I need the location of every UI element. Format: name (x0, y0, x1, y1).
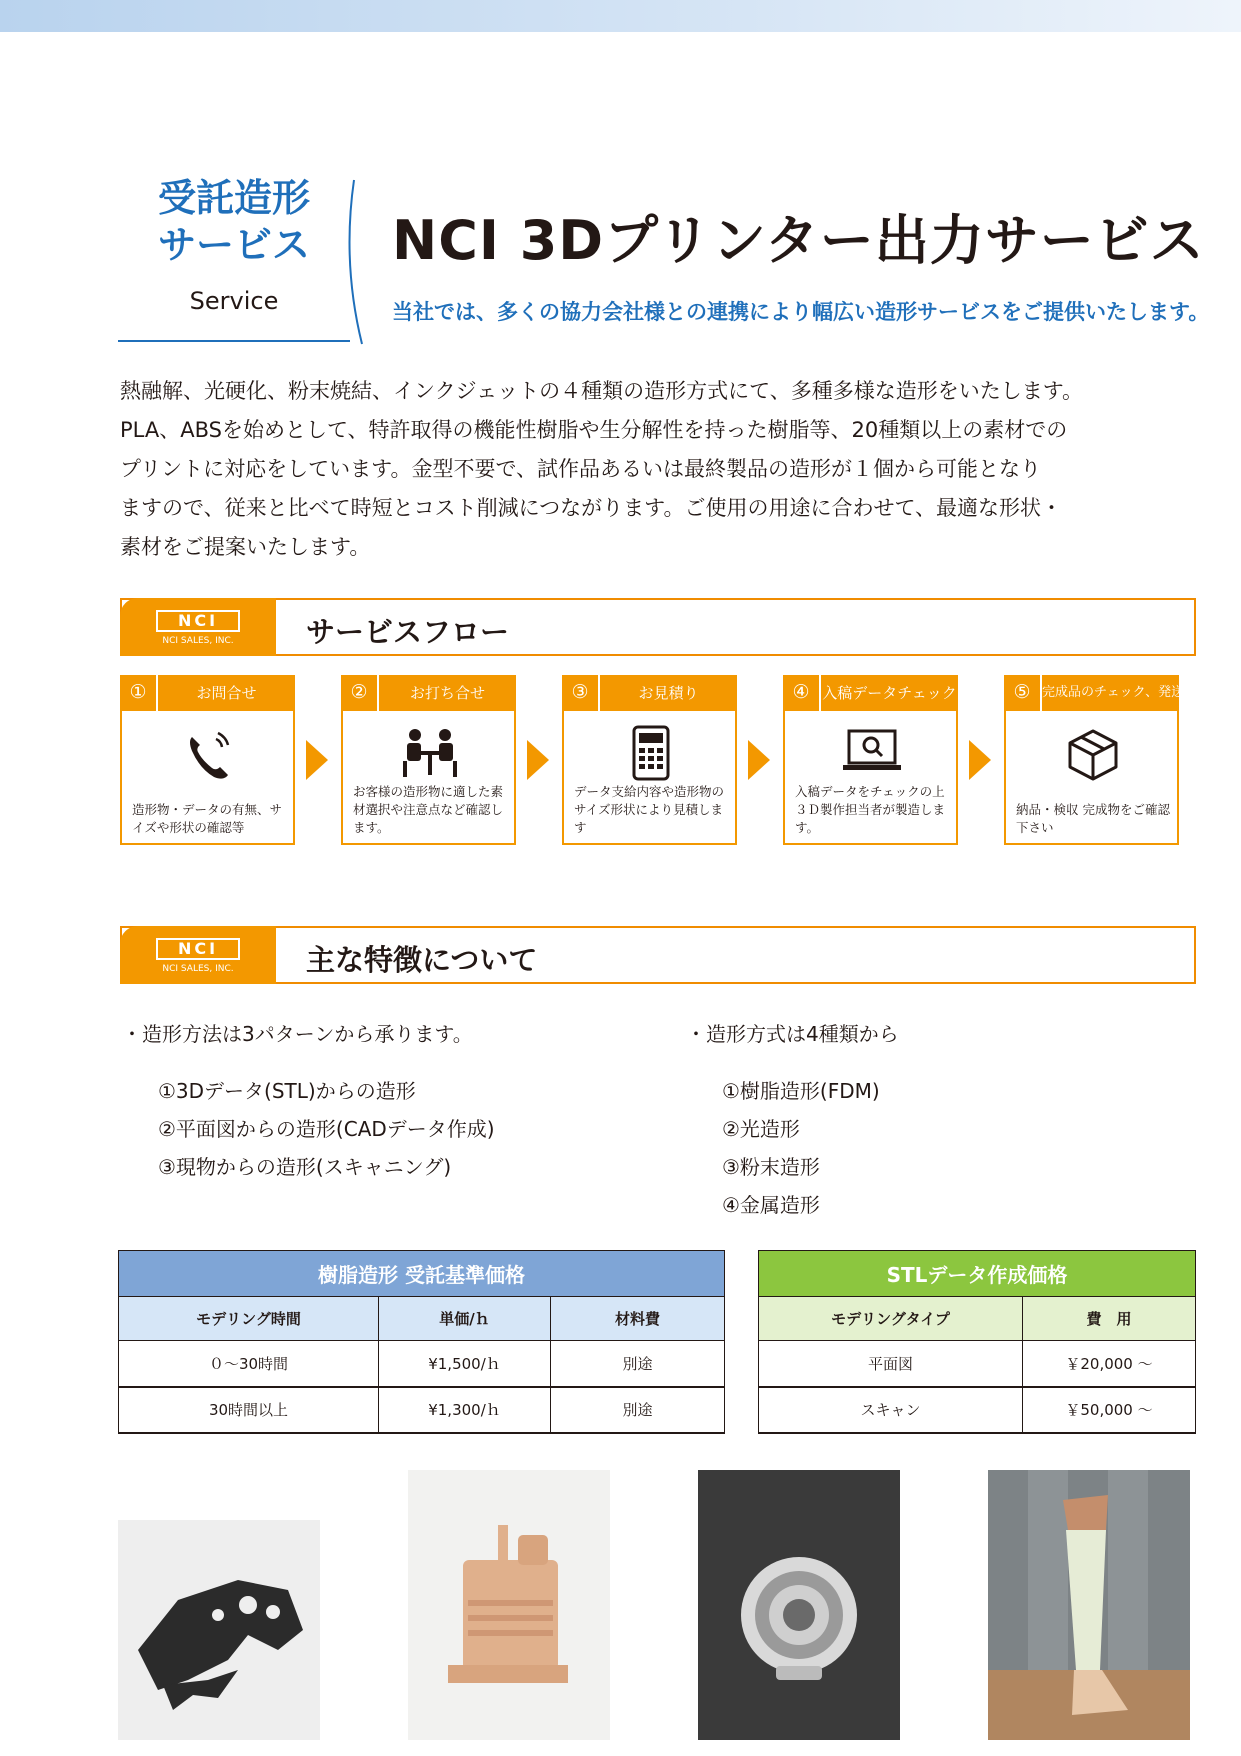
table-cell: ０〜30時間 (119, 1341, 379, 1387)
step-header (783, 675, 958, 711)
step-number: ③ (562, 675, 600, 711)
step-description: データ支給内容や造形物のサイズ形状により見積します (574, 784, 725, 835)
calculator-icon (620, 723, 682, 785)
table-row (759, 1387, 1196, 1433)
step-number: ① (120, 675, 158, 711)
feature-list (122, 1072, 495, 1186)
intro-line: PLA、ABSを始めとして、特許取得の機能性樹脂や生分解性を持った樹脂等、20種類以上の素材での (120, 418, 1068, 442)
table-caption: STLデータ作成価格 (759, 1251, 1196, 1297)
step-number: ④ (783, 675, 821, 711)
flow-step (120, 675, 295, 845)
dinosaur-skull-photo (118, 1520, 320, 1740)
step-title: 入稿データチェック (822, 684, 957, 702)
meeting-icon (399, 723, 461, 785)
list-item: ②平面図からの造形(CADデータ作成) (158, 1117, 495, 1141)
table-row (759, 1341, 1196, 1387)
list-item: ①樹脂造形(FDM) (722, 1079, 880, 1103)
list-item: ②光造形 (722, 1117, 800, 1141)
list-item: ③粉末造形 (722, 1155, 820, 1179)
step-title: 完成品のチェック、発送 (1042, 685, 1185, 700)
nci-logo-tab (120, 926, 276, 984)
step-number: ② (341, 675, 379, 711)
table-cell: 平面図 (759, 1341, 1023, 1387)
list-item: ③現物からの造形(スキャニング) (158, 1155, 452, 1179)
table-cell: ￥20,000 〜 (1023, 1341, 1196, 1387)
step-header (1004, 675, 1185, 711)
step-header (562, 675, 737, 711)
step-title: お打ち合せ (409, 684, 485, 702)
stl-table (758, 1250, 1196, 1434)
table-row (119, 1387, 725, 1433)
table-caption: 樹脂造形 受託基準価格 (119, 1251, 725, 1297)
table-cell: 別途 (551, 1341, 725, 1387)
engine-part-photo (408, 1470, 610, 1740)
step-description: お客様の造形物に適した素材選択や注意点など確認します。 (353, 784, 504, 835)
arrow-right-icon (748, 740, 770, 780)
step-title: お問合せ (196, 684, 257, 702)
category-en: Service (189, 287, 279, 315)
feature-list (686, 1072, 899, 1224)
page-title: NCI 3Dプリンター出力サービス (392, 209, 1205, 272)
step-header (341, 675, 516, 711)
category-label (118, 175, 350, 350)
features-types (686, 1018, 899, 1224)
intro-line: 熱融解、光硬化、粉末焼結、インクジェットの４種類の造形方式にて、多種多様な造形をいたします。 (120, 379, 1084, 403)
table-cell: スキャン (759, 1387, 1023, 1433)
intro-line: ますので、従来と比べて時短とコスト削減につながります。ご使用の用途に合わせて、最適な形状・ (120, 496, 1063, 520)
flow-step (1004, 675, 1185, 845)
table-cell: ￥50,000 〜 (1023, 1387, 1196, 1433)
step-header (120, 675, 295, 711)
intro-text (120, 372, 1200, 567)
section-header-flow (120, 598, 1196, 656)
box-icon (1062, 723, 1124, 785)
feature-title: ・造形方法は3パターンから承ります。 (122, 1022, 473, 1046)
feature-title: ・造形方式は4種類から (686, 1022, 899, 1046)
top-band (0, 0, 1241, 32)
column-header: 費 用 (1023, 1297, 1196, 1341)
features-methods (122, 1018, 495, 1186)
price-table (118, 1250, 725, 1434)
table-row (119, 1341, 725, 1387)
section-title: 主な特徴について (306, 943, 538, 977)
list-item: ①3Dデータ(STL)からの造形 (158, 1079, 416, 1103)
prosthetic-leg-photo (988, 1470, 1190, 1740)
category-title (118, 175, 350, 269)
section-header-features (120, 926, 1196, 984)
flow-step (562, 675, 737, 845)
step-number: ⑤ (1004, 675, 1042, 711)
column-header: 材料費 (551, 1297, 725, 1341)
flow-step (783, 675, 958, 845)
category-underline (118, 340, 350, 342)
laptop-search-icon (841, 723, 903, 785)
column-header: 単価/ｈ (379, 1297, 551, 1341)
table-cell: ¥1,300/ｈ (379, 1387, 551, 1433)
intro-line: プリントに対応をしています。金型不要で、試作品あるいは最終製品の造形が１個から可能となり (120, 457, 1042, 481)
nci-logo-tab (120, 598, 276, 656)
phone-icon (178, 723, 240, 785)
bracket-arc (340, 178, 370, 348)
flow-step (341, 675, 516, 845)
arrow-right-icon (306, 740, 328, 780)
lattice-sphere-photo (698, 1470, 900, 1740)
table-cell: 別途 (551, 1387, 725, 1433)
arrow-right-icon (527, 740, 549, 780)
table-cell: 30時間以上 (119, 1387, 379, 1433)
nci-logo: NCI (156, 938, 240, 960)
arrow-right-icon (969, 740, 991, 780)
step-description: 造形物・データの有無、サイズや形状の確認等 (132, 802, 283, 835)
list-item: ④金属造形 (722, 1193, 820, 1217)
step-title: お見積り (638, 684, 699, 702)
nci-logo: NCI (156, 610, 240, 632)
column-header: モデリングタイプ (759, 1297, 1023, 1341)
step-description: 入稿データをチェックの上３Ｄ製作担当者が製造します。 (795, 784, 946, 835)
page-lead: 当社では、多くの協力会社様との連携により幅広い造形サービスをご提供いたします。 (392, 300, 1210, 324)
category-line2: サービス (157, 223, 310, 267)
table-cell: ¥1,500/ｈ (379, 1341, 551, 1387)
nci-logo-sub: NCI SALES, INC. (162, 964, 234, 974)
nci-logo-sub: NCI SALES, INC. (162, 636, 234, 646)
step-description: 納品・検収 完成物をご確認下さい (1016, 802, 1170, 835)
intro-line: 素材をご提案いたします。 (120, 535, 371, 559)
column-header: モデリング時間 (119, 1297, 379, 1341)
section-title: サービスフロー (306, 615, 510, 649)
category-line1: 受託造形 (157, 176, 310, 220)
